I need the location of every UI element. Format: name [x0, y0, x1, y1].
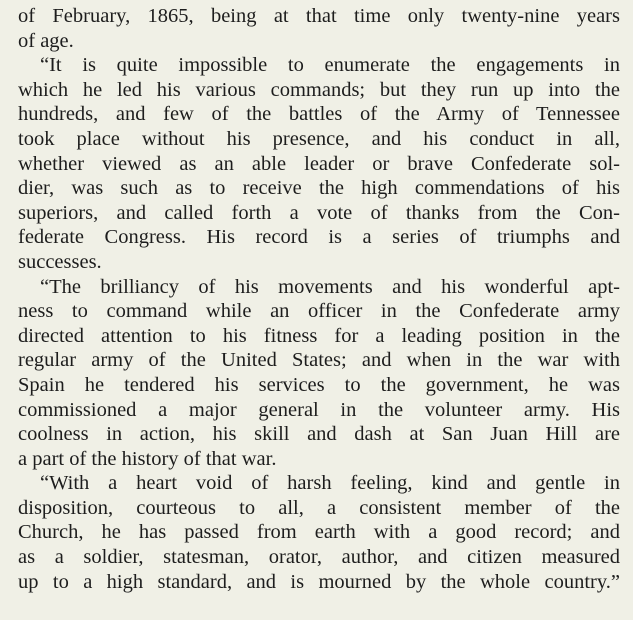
text-line: ness to command while an officer in the Confederate army — [18, 300, 620, 323]
text-line: Church, he has passed from earth with a good record; and — [18, 521, 620, 544]
text-line: up to a high standard, and is mourned by the whole country.” — [18, 570, 620, 593]
text-line: coolness in action, his skill and dash at San Juan Hill are — [18, 423, 620, 446]
text-line: whether viewed as an able leader or brave Confederate sol- — [18, 152, 620, 175]
text-line: superiors, and called forth a vote of thanks from the Con- — [18, 201, 620, 224]
text-line: a part of the history of that war. — [18, 447, 277, 470]
text-line: Spain he tendered his services to the government, he was — [18, 373, 620, 396]
text-line: of February, 1865, being at that time only twenty-nine years — [18, 5, 620, 27]
text-line: disposition, courteous to all, a consistent member of the — [18, 496, 620, 519]
text-line: “It is quite impossible to enumerate the engagements in — [40, 54, 620, 77]
text-line: took place without his presence, and his conduct in all, — [18, 127, 620, 150]
text-line: federate Congress. His record is a series of triumphs and — [18, 226, 620, 249]
text-line: dier, was such as to receive the high commendations of his — [18, 177, 620, 200]
text-line: “With a heart void of harsh feeling, kind and gentle in — [40, 472, 620, 495]
text-line: commissioned a major general in the volunteer army. His — [18, 398, 620, 421]
text-line: hundreds, and few of the battles of the Army of Tennessee — [18, 103, 620, 126]
text-line: which he led his various commands; but they run up into the — [18, 78, 620, 101]
text-line: as a soldier, statesman, orator, author, and citizen measured — [18, 546, 620, 569]
text-line: directed attention to his fitness for a leading position in the — [18, 324, 620, 347]
text-line: “The brilliancy of his movements and his wonderful apt- — [40, 275, 620, 298]
text-line: regular army of the United States; and when in the war with — [18, 349, 620, 372]
text-line: successes. — [18, 250, 102, 273]
text-line: of age. — [18, 29, 74, 52]
